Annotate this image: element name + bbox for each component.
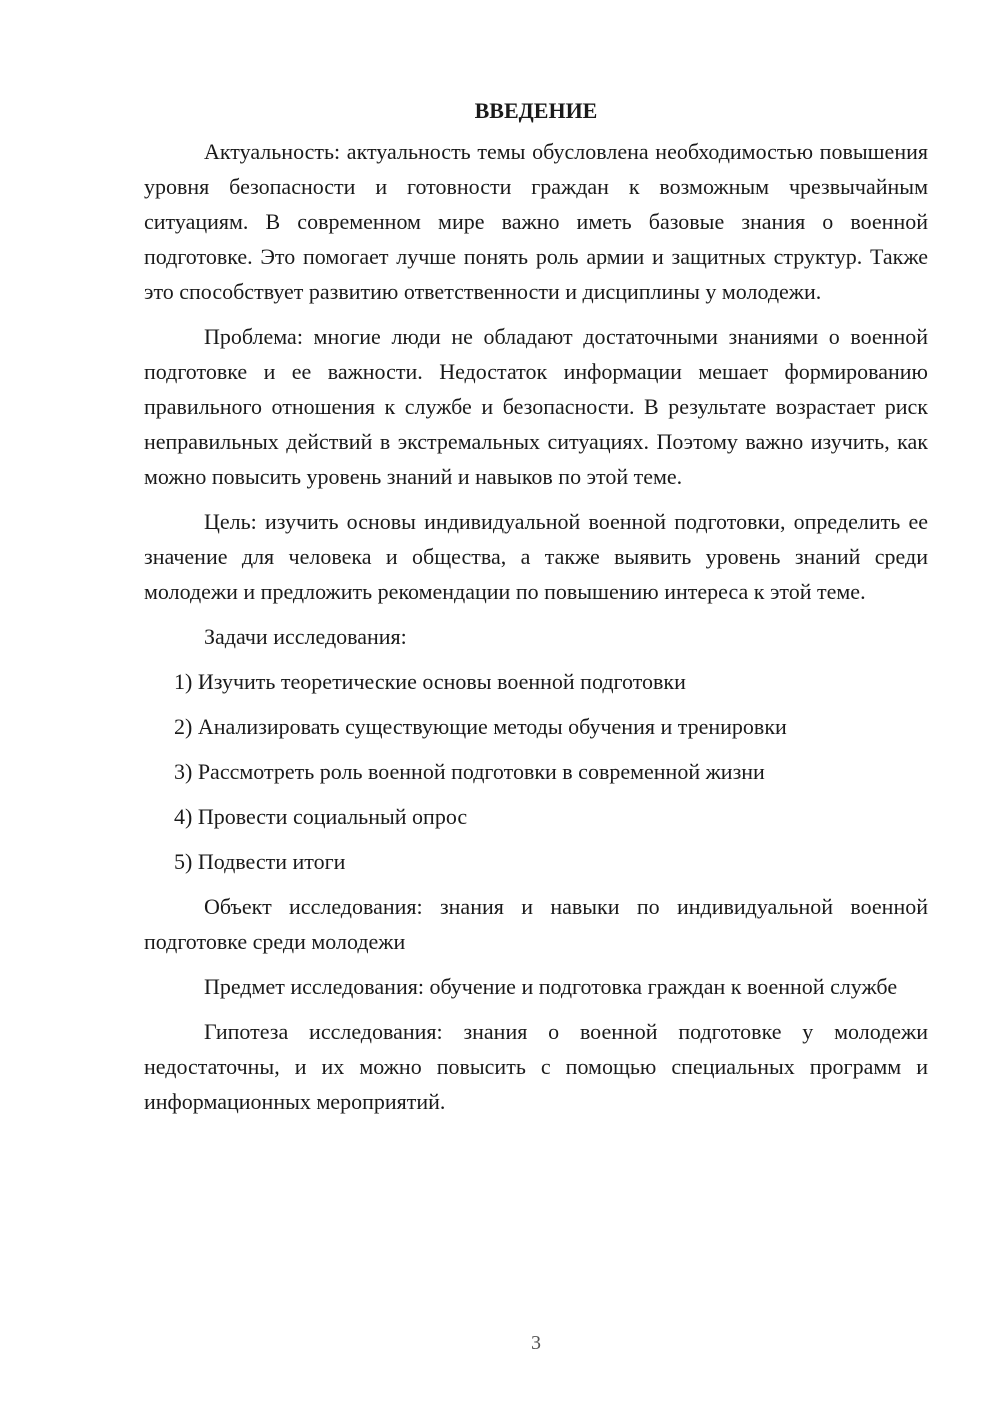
paragraph-object: Объект исследования: знания и навыки по индивидуальной военной подготовке среди молодежи bbox=[144, 894, 928, 954]
list-item: 4) Провести социальный опрос bbox=[174, 804, 468, 829]
paragraph-subject: Предмет исследования: обучение и подготовка граждан к военной службе bbox=[204, 974, 898, 999]
list-item: 1) Изучить теоретические основы военной подготовки bbox=[174, 669, 686, 694]
document-page bbox=[144, 96, 928, 1129]
tasks-heading: Задачи исследования: bbox=[204, 624, 407, 649]
paragraph-relevance: Актуальность: актуальность темы обусловлена необходимостью повышения уровня безопасности и готовности граждан к возможным чрезвычайным ситуациям. В современном мире важно иметь базовые знания о военной подготовке. Это помогает лучше понять роль армии и защитных структур. Также это способствует развитию ответственности и дисциплины у молодежи. bbox=[144, 139, 928, 304]
list-item: 3) Рассмотреть роль военной подготовки в современной жизни bbox=[174, 759, 765, 784]
tasks-list bbox=[144, 664, 928, 879]
paragraph-hypothesis: Гипотеза исследования: знания о военной подготовке у молодежи недостаточны, и их можно повысить с помощью специальных программ и информационных мероприятий. bbox=[144, 1019, 928, 1114]
page-number: 3 bbox=[531, 1332, 541, 1354]
page-title: ВВЕДЕНИЕ bbox=[474, 98, 598, 123]
paragraph-goal: Цель: изучить основы индивидуальной военной подготовки, определить ее значение для человека и общества, а также выявить уровень знаний среди молодежи и предложить рекомендации по повышению интереса к этой теме. bbox=[144, 509, 928, 604]
paragraph-problem: Проблема: многие люди не обладают достаточными знаниями о военной подготовке и ее важности. Недостаток информации мешает формированию правильного отношения к службе и безопасности. В результате возрастает риск неправильных действий в экстремальных ситуациях. Поэтому важно изучить, как можно повысить уровень знаний и навыков по этой теме. bbox=[144, 324, 928, 489]
list-item: 2) Анализировать существующие методы обучения и тренировки bbox=[174, 714, 787, 739]
list-item: 5) Подвести итоги bbox=[174, 849, 346, 874]
